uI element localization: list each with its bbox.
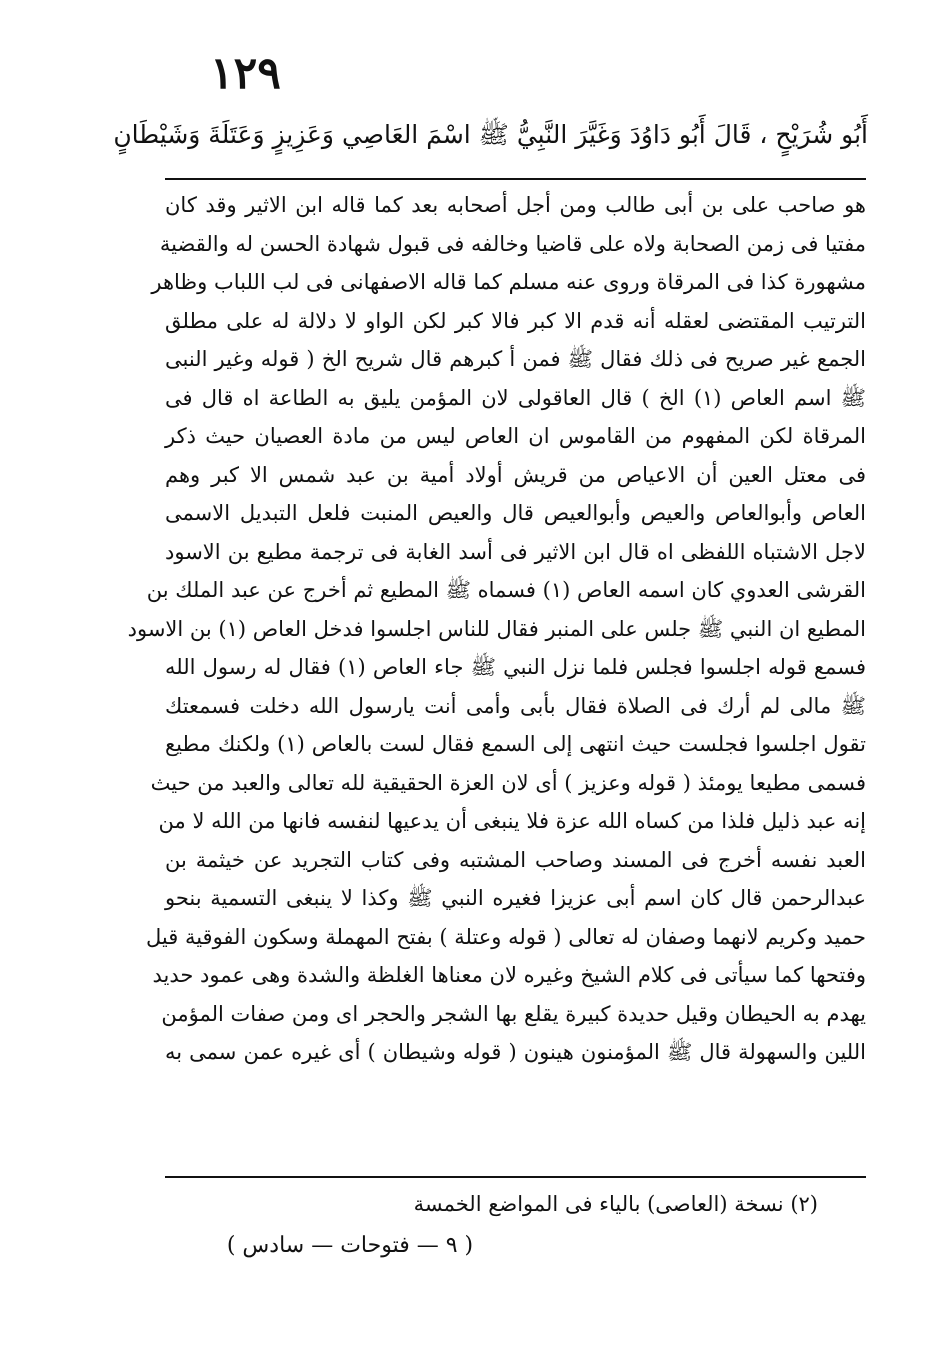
commentary-line: يهدم به الحيطان وقيل حديدة كبيرة يقلع بها الشجر والحجر اى ومن صفات المؤمن: [161, 1001, 866, 1026]
printer-signature: ( ٩ — فتوحات — سادس ): [226, 1233, 474, 1258]
commentary-line: المرقاة لكن المفهوم من القاموس ان العاص ليس من مادة العصيان حيث ذكر: [165, 424, 866, 448]
commentary-line: القرشى العدوي كان اسمه العاص (١) فسماه ﷺ المطيع ثم أخرج عن عبد الملك بن: [146, 578, 866, 602]
commentary-line: حميد وكريم لانهما وصفان له تعالى ( قوله وعتلة ) بفتح المهملة وسكون الفوقية قيل: [145, 924, 866, 949]
commentary-line: مفتيا فى زمن الصحابة ولاه على قاضيا وخالفه فى قبول شهادة الحسن له والقضية: [159, 231, 866, 256]
commentary-line: فسمع قوله اجلسوا فجلس فلما نزل النبي ﷺ جاء العاص (١) فقال له رسول الله: [165, 655, 867, 679]
commentary-line: مشهورة كذا فى المرقاة وروى عنه مسلم كما قاله الاصفهانى فى لب اللباب وظاهر: [151, 270, 866, 294]
commentary-line: ﷺ اسم العاص (١) الخ ) قال العاقولى لان المؤمن يليق به الطاعة اه قال فى: [165, 385, 866, 410]
footnote-divider: [165, 1176, 866, 1178]
commentary-line: وفتحها كما سيأتى فى كلام الشيخ وغيره لان معناها الغلظة والشدة وهى عمود حديد: [152, 963, 866, 987]
commentary-line: هو صاحب على بن أبى طالب ومن أجل أصحابه بعد كما قاله ابن الاثير وقد كان: [165, 193, 866, 217]
commentary-line: إنه عبد ذليل فلذا من كساه الله عزة فلا ينبغى أن يدعيها لنفسه فانها من الله لا من: [158, 809, 866, 833]
top-divider: [165, 178, 866, 180]
commentary-block: [127, 186, 867, 1072]
commentary-line: ﷺ مالى لم أرك فى الصلاة فقال بأبى وأمى أنت يارسول الله دخلت فسمعتك: [165, 693, 866, 718]
commentary-line: المطيع ان النبي ﷺ جلس على المنبر فقال للناس اجلسوا فدخل العاص (١) بن الاسود: [127, 616, 866, 641]
footnote: (٢) نسخة (العاصى) بالياء فى المواضع الخمسة: [413, 1192, 818, 1216]
commentary-line: عبدالرحمن قال كان اسم أبى عزيزا فغيره النبي ﷺ وكذا لا ينبغى التسمية بنحو: [165, 886, 866, 910]
commentary-line: تقول اجلسوا فجلست حيث انتهى إلى السمع فقال لست بالعاص (١) ولكنك مطيع: [165, 732, 866, 756]
commentary-line: العبد نفسه أخرج فى المسند وصاحب المشتبه وفى كتاب التجريد عن خيثمة بن: [165, 847, 866, 872]
commentary-line: العاص وأبوالعاص والعيص وأبوالعيص قال والعيص المنبت فلعل التبديل الاسمى: [165, 501, 866, 525]
commentary-line: اللين والسهولة قال ﷺ المؤمنون هينون ( قوله وشيطان ) أى غيره عمن سمى به: [165, 1040, 866, 1064]
hadith-text-line: أَبُو شُرَيْحٍ ، قَالَ أَبُو دَاوُدَ وَغَيَّرَ النَّبِيُّ ﷺ اسْمَ العَاصِي وَعَزِيزٍ وَعَتَلَةَ وَشَيْطَانٍ: [113, 120, 868, 149]
commentary-line: فسمى مطيعا يومئذ ( قوله وعزيز ) أى لان العزة الحقيقية لله تعالى والعبد من حيث: [150, 770, 866, 795]
commentary-line: لاجل الاشتباه اللفظى اه قال ابن الاثير فى أسد الغابة فى ترجمة مطيع بن الاسود: [165, 539, 866, 564]
commentary-line: الترتيب المقتضى لعقله أنه قدم الا كبر فالا كبر لكن الواو لا دلالة له على مطلق: [165, 308, 866, 333]
commentary-line: فى معتل العين أن الاعياص من قريش أولاد أمية بن عبد شمس الا كبر وهم: [165, 462, 866, 487]
page-number: ١٢٩: [210, 48, 281, 99]
commentary-line: الجمع غير صريح فى ذلك فقال ﷺ فمن أ كبرهم قال شريح الخ ( قوله وغير النبى: [165, 347, 866, 371]
